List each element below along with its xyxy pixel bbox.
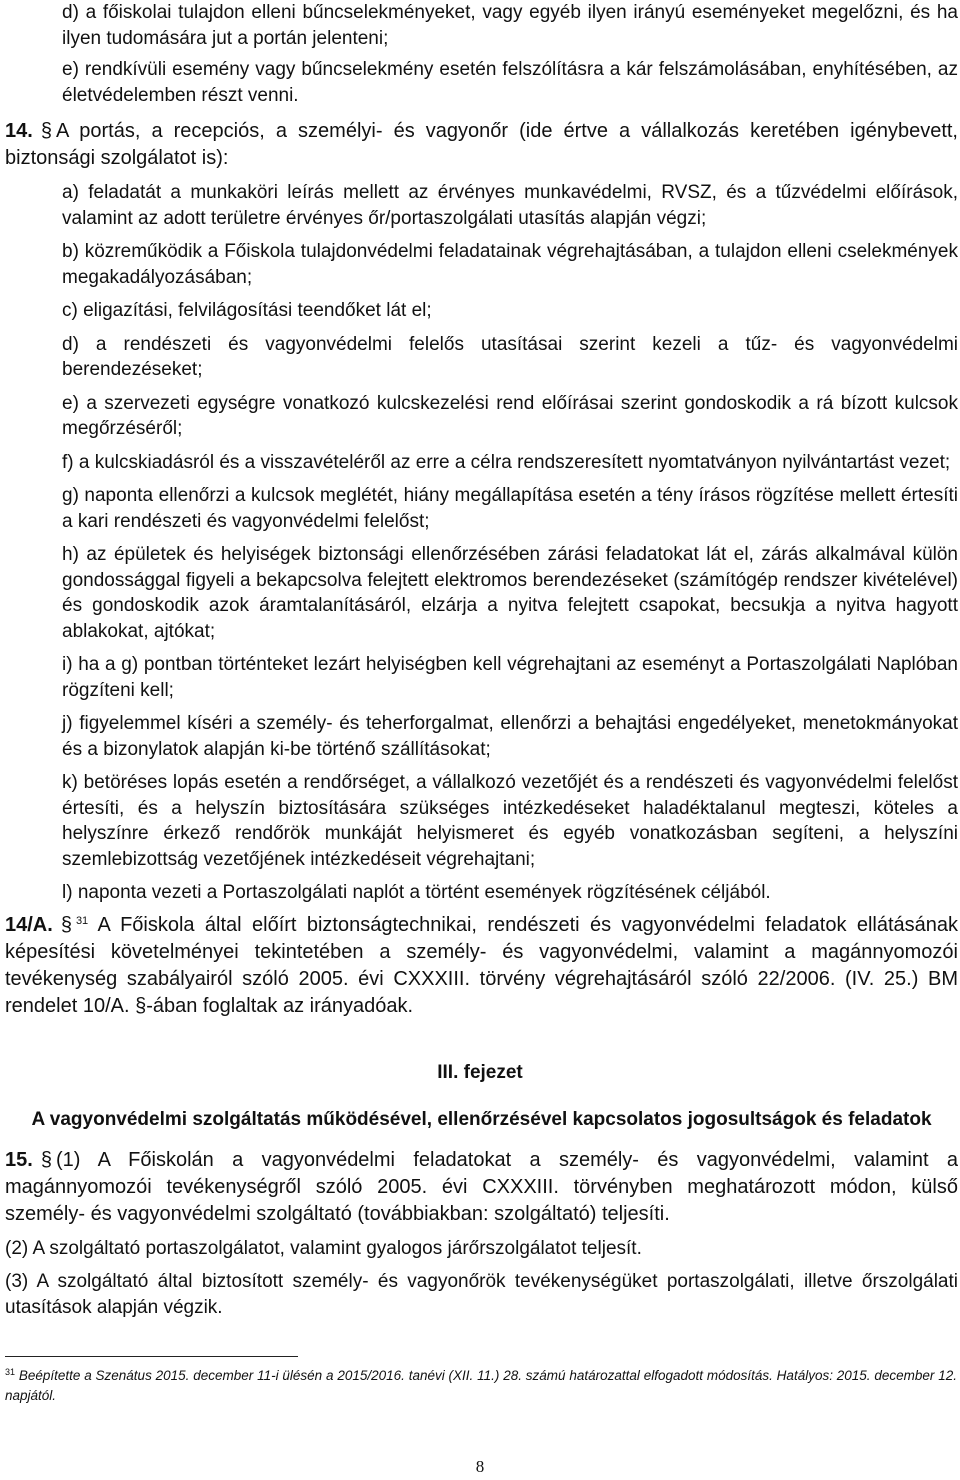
- chapter-title: A vagyonvédelmi szolgáltatás működésével, ellenőrzésével kapcsolatos jogosultságok és feladatok: [31, 1109, 932, 1130]
- footnote-ref[interactable]: 31: [75, 914, 89, 927]
- section-14-item-j: j) figyelemmel kíséri a személy- és teherforgalmat, ellenőrzi a behajtási engedélyeket, menetokmányokat és a bizonylatok alapján ki-be történő szállításokat;: [62, 713, 958, 760]
- section-14-item-g: g) naponta ellenőrzi a kulcsok meglétét, hiány megállapítása esetén a tény írásos rögzítése mellett értesíti a kari rendészeti és vagyonvédelmi felelőst;: [62, 485, 958, 532]
- section-15-p1: [0, 1147, 960, 1228]
- section-14-item-c: c) eligazítási, felvilágosítási teendőket lát el;: [62, 300, 432, 321]
- section-14a: [0, 912, 960, 1020]
- section-14a-number: 14/A.: [5, 913, 53, 936]
- section-symbol: §: [40, 120, 52, 142]
- section-14-item-k: k) betöréses lopás esetén a rendőrséget, a vállalkozó vezetőjét és a rendészeti és vagyonvédelmi felelőst értesíti, és a helyszín biztosítására szükséges intézkedéseket haladéktalanul megteszi, köteles a helyszínre érkező rendőrök munkáját helyismeret és egyéb vonatkozásban segíteni, a helyszíni szemlebizottság vezetőjének intézkedéseit végrehajtani;: [62, 772, 958, 870]
- footnote: [5, 1366, 957, 1406]
- page-number: 8: [475, 1457, 485, 1476]
- section-14-item-i: i) ha a g) pontban történteket lezárt helyiségben kell végrehajtani az eseményt a Portaszolgálati Naplóban rögzíteni kell;: [62, 654, 958, 701]
- footnote-divider: [5, 1356, 298, 1357]
- section-14-item-a: a) feladatát a munkaköri leírás mellett az érvényes munkavédelmi, RVSZ, és a tűzvédelmi előírások, valamint az adott területre érvényes őr/portaszolgálati utasítás alapján végzi;: [62, 182, 958, 229]
- section-symbol: §: [60, 913, 72, 936]
- section-14a-text: A Főiskola által előírt biztonságtechnikai, rendészeti és vagyonvédelmi feladatok ellátásának képesítési követelményei tekintetében a személy- és vagyonvédelmi, valamint a magánnyomozói tevékenység szabályairól szóló 2005. évi CXXXIII. törvény végrehajtásáról szóló 22/2006. (IV. 25.) BM rendelet 10/A. §-ában foglaltak az irányadóak.: [5, 913, 959, 1017]
- section-14-number: 14.: [5, 120, 33, 142]
- section-14-text: A portás, a recepciós, a személyi- és vagyonőr (ide értve a vállalkozás keretében igénybevett, biztonsági szolgálatot is):: [5, 120, 958, 169]
- section-14-item-b: b) közreműködik a Főiskola tulajdonvédelmi feladatainak végrehajtásában, a tulajdon elleni cselekmények megakadályozásában;: [62, 241, 958, 288]
- section-14-item-d: d) a rendészeti és vagyonvédelmi felelős utasításai szerint kezeli a tűz- és vagyonvédelmi berendezéseket;: [62, 333, 958, 380]
- section-14-item-f: f) a kulcskiadásról és a visszavételéről az erre a célra rendszeresített nyomtatványon nyilvántartást vezet;: [62, 451, 951, 473]
- footnote-text: Beépítette a Szenátus 2015. december 11-i ülésén a 2015/2016. tanévi (XII. 11.) 28. számú határozattal elfogadott módosítás. Hatályos: 2015. december 12. napjától.: [5, 1368, 957, 1403]
- section-15-text: (1) A Főiskolán a vagyonvédelmi feladatokat a személy- és vagyonvédelmi, valamint a magánnyomozói tevékenységről szóló 2005. évi CXXXIII. törvényben meghatározott módon, külső személy- és vagyonvédelmi szolgáltató (továbbiakban: szolgáltató) teljesíti.: [5, 1148, 958, 1225]
- section-14-lead: [0, 118, 960, 172]
- chapter-number: III. fejezet: [437, 1061, 523, 1083]
- section-15-p2: (2) A szolgáltató portaszolgálatot, valamint gyalogos járőrszolgálatot teljesít.: [5, 1237, 642, 1259]
- section-14-item-l: l) naponta vezeti a Portaszolgálati naplót a történt események rögzítésének céljából.: [62, 882, 771, 903]
- section-15-number: 15.: [5, 1148, 33, 1171]
- item-d-intro: d) a főiskolai tulajdon elleni bűncselekményeket, vagy egyéb ilyen irányú eseményeket megelőzni, és ha ilyen tudomására jut a portán jelenteni;: [62, 2, 958, 49]
- section-symbol: §: [40, 1148, 52, 1171]
- footnote-number: 31: [5, 1367, 16, 1377]
- section-14-item-h: h) az épületek és helyiségek biztonsági ellenőrzésében zárási feladatokat lát el, zárás alkalmával külön gondossággal figyeli a bekapcsolva felejtett elektromos berendezéseket (számítógép rendszer kivételével) és gondoskodik azok áramtalanításáról, elzárja a nyitva felejtett csapokat, becsukja a nyitva hagyott ablakokat, ajtókat;: [62, 544, 958, 642]
- item-e-intro: e) rendkívüli esemény vagy bűncselekmény esetén felszólításra a kár felszámolásában, enyhítésében, az életvédelemben részt venni.: [62, 59, 958, 106]
- section-15-p3: (3) A szolgáltató által biztosított személy- és vagyonőrök tevékenységüket portaszolgálati, illetve őrszolgálati utasítások alapján végzik.: [5, 1271, 958, 1318]
- section-14-item-e: e) a szervezeti egységre vonatkozó kulcskezelési rend előírásai szerint gondoskodik a rá bízott kulcsok megőrzéséről;: [62, 392, 958, 439]
